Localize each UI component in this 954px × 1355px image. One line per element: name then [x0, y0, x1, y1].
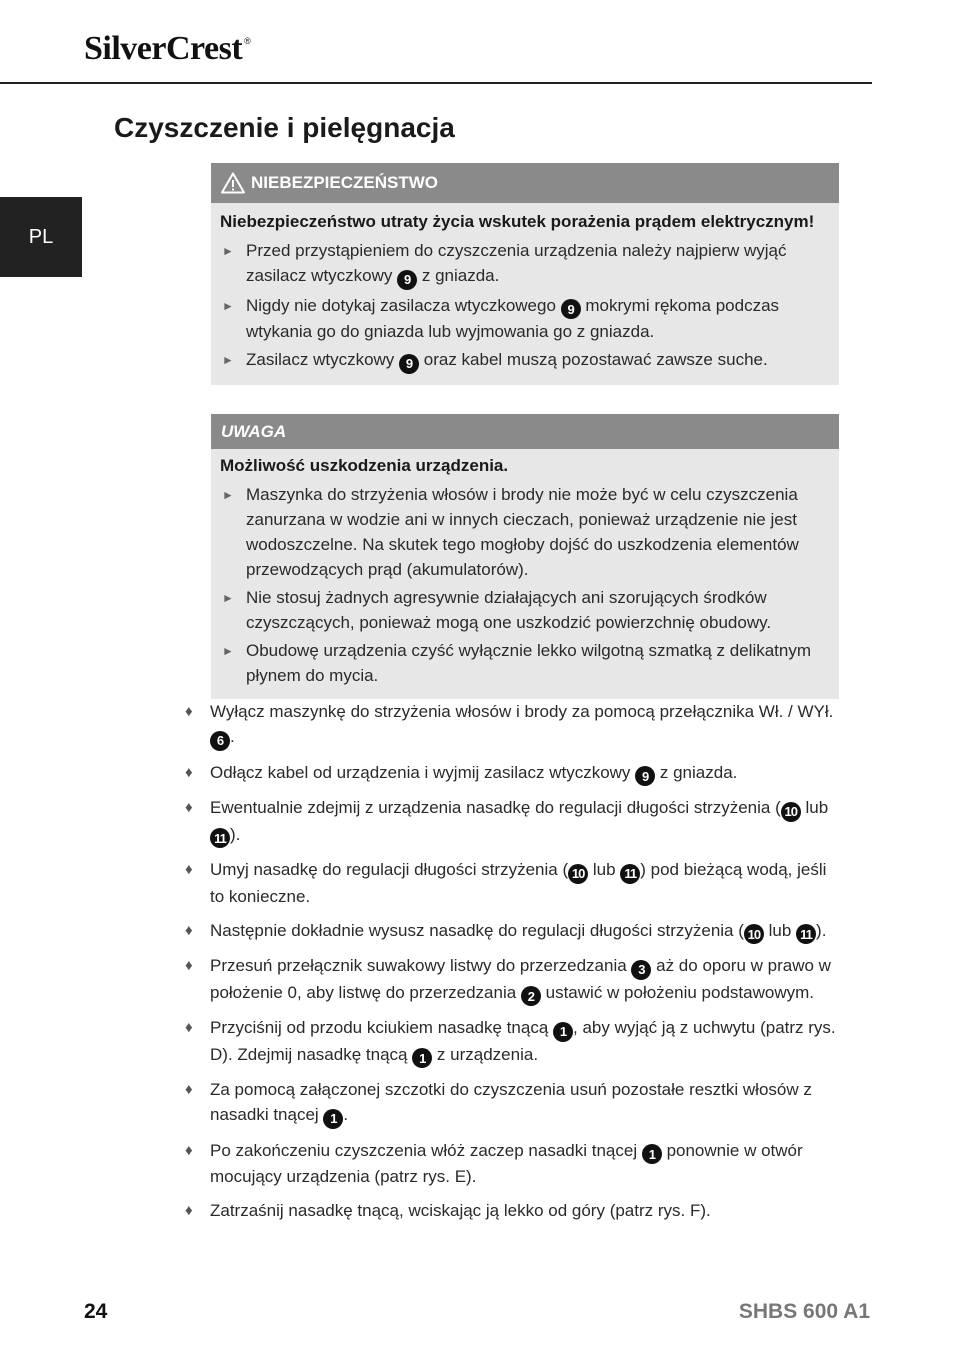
step-item: ♦ Umyj nasadkę do regulacji długości strzyżenia ( 10 lub 11 ) pod bieżącą wodą, jeśli to konieczne.: [184, 857, 844, 909]
arrow-bullet-icon: ►: [222, 298, 234, 313]
caution-item: ► Maszynka do strzyżenia włosów i brody nie może być w celu czyszczenia zanurzana w wodzie ani w innych cieczach, ponieważ urządzenie nie jest wodoszczelne. Na skutek tego mogłoby dojść do uszkodzenia elementów przewodzących prąd (akumulatorów).: [222, 485, 799, 579]
caution-item: ► Nie stosuj żadnych agresywnie działających ani szorujących środków czyszczących, ponieważ mogą one uszkodzić powierzchnię obudowy.: [222, 588, 772, 632]
arrow-bullet-icon: ►: [222, 591, 234, 605]
step-item: ♦ Przesuń przełącznik suwakowy listwy do przerzedzania 3 aż do oporu w prawo w położenie 0, aby listwę do przerzedzania 2 ustawić w położeniu podstawowym.: [184, 953, 844, 1006]
part-number-badge: 1: [553, 1022, 573, 1042]
brand-logo: [84, 30, 250, 68]
caution-item: ► Obudowę urządzenia czyść wyłącznie lekko wilgotną szmatką z delikatnym płynem do mycia.: [222, 641, 812, 685]
language-tab: [0, 197, 82, 277]
diamond-bullet-icon: ♦: [185, 703, 193, 720]
part-number-badge: 10: [568, 864, 588, 884]
page-title: Czyszczenie i pielęgnacja: [114, 112, 455, 143]
part-number-badge: 1: [642, 1144, 662, 1164]
danger-header: [211, 163, 839, 203]
arrow-bullet-icon: ►: [222, 488, 234, 502]
brand-name: SilverCrest: [84, 30, 243, 67]
danger-subheading: Niebezpieczeństwo utraty życia wskutek porażenia prądem elektrycznym!: [220, 212, 815, 231]
diamond-bullet-icon: ♦: [185, 1019, 193, 1036]
diamond-bullet-icon: ♦: [185, 957, 193, 974]
diamond-bullet-icon: ♦: [185, 763, 193, 781]
part-number-badge: 10: [781, 802, 801, 822]
part-number-badge: 10: [744, 924, 764, 944]
danger-heading: NIEBEZPIECZEŃSTWO: [251, 173, 439, 192]
step-item: ♦ Odłącz kabel od urządzenia i wyjmij zasilacz wtyczkowy 9 z gniazda.: [184, 760, 844, 787]
part-number-badge: 11: [796, 924, 816, 944]
page-number: 24: [84, 1300, 108, 1323]
caution-box: [211, 414, 839, 699]
model-number: SHBS 600 A1: [738, 1300, 870, 1323]
caution-heading: UWAGA: [221, 421, 287, 441]
step-item: ♦ Następnie dokładnie wysusz nasadkę do regulacji długości strzyżenia ( 10 lub 11 ).: [184, 918, 844, 945]
arrow-bullet-icon: ►: [222, 353, 234, 367]
danger-item: ► Nigdy nie dotykaj zasilacza wtyczkowego 9 mokrymi rękoma podczas wtykania go do gniazda lub wyjmowania go z gniazda.: [222, 295, 780, 341]
header-rule: [0, 82, 872, 84]
part-number-badge: 1: [412, 1048, 432, 1068]
cleaning-steps-list: [184, 699, 844, 1232]
part-number-badge: 9: [635, 766, 655, 786]
danger-box: [211, 163, 839, 385]
diamond-bullet-icon: ♦: [185, 861, 193, 878]
diamond-bullet-icon: ♦: [185, 1202, 193, 1219]
danger-item: ► Zasilacz wtyczkowy 9 oraz kabel muszą pozostawać zawsze suche.: [220, 347, 829, 374]
step-item: ♦ Ewentualnie zdejmij z urządzenia nasadkę do regulacji długości strzyżenia ( 10 lub 11 ).: [184, 795, 844, 848]
part-number-badge: 1: [323, 1109, 343, 1129]
diamond-bullet-icon: ♦: [185, 799, 193, 816]
part-number-badge: 9: [397, 270, 417, 290]
part-number-badge: 6: [210, 731, 230, 751]
diamond-bullet-icon: ♦: [185, 1081, 193, 1098]
part-number-badge: 9: [561, 299, 581, 319]
language-code: PL: [28, 225, 54, 248]
step-item: ♦ Za pomocą załączonej szczotki do czyszczenia usuń pozostałe resztki włosów z nasadki tnącej 1 .: [184, 1077, 844, 1129]
part-number-badge: 11: [620, 864, 640, 884]
part-number-badge: 2: [521, 986, 541, 1006]
trademark-symbol: ®: [244, 36, 251, 46]
step-item: ♦ Po zakończeniu czyszczenia włóż zaczep nasadki tnącej 1 ponownie w otwór mocujący urządzenia (patrz rys. E).: [184, 1138, 844, 1190]
part-number-badge: 11: [210, 828, 230, 848]
warning-triangle-icon: [221, 172, 245, 194]
step-item: ♦ Zatrzaśnij nasadkę tnącą, wciskając ją lekko od góry (patrz rys. F).: [184, 1198, 844, 1223]
step-item: ♦ Przyciśnij od przodu kciukiem nasadkę tnącą 1 , aby wyjąć ją z uchwytu (patrz rys. D). Zdejmij nasadkę tnącą 1 z urządzenia.: [184, 1015, 844, 1068]
danger-item: ► Przed przystąpieniem do czyszczenia urządzenia należy najpierw wyjąć zasilacz wtyczkowy 9 z gniazda.: [220, 238, 829, 290]
arrow-bullet-icon: ►: [222, 244, 234, 258]
diamond-bullet-icon: ♦: [185, 1141, 193, 1159]
diamond-bullet-icon: ♦: [185, 921, 193, 939]
step-item: ♦ Wyłącz maszynkę do strzyżenia włosów i brody za pomocą przełącznika Wł. / WYł. 6 .: [184, 699, 844, 751]
caution-subheading: Możliwość uszkodzenia urządzenia.: [220, 456, 509, 475]
part-number-badge: 3: [631, 960, 651, 980]
arrow-bullet-icon: ►: [222, 644, 234, 658]
part-number-badge: 9: [399, 354, 419, 374]
caution-header: [211, 414, 839, 449]
